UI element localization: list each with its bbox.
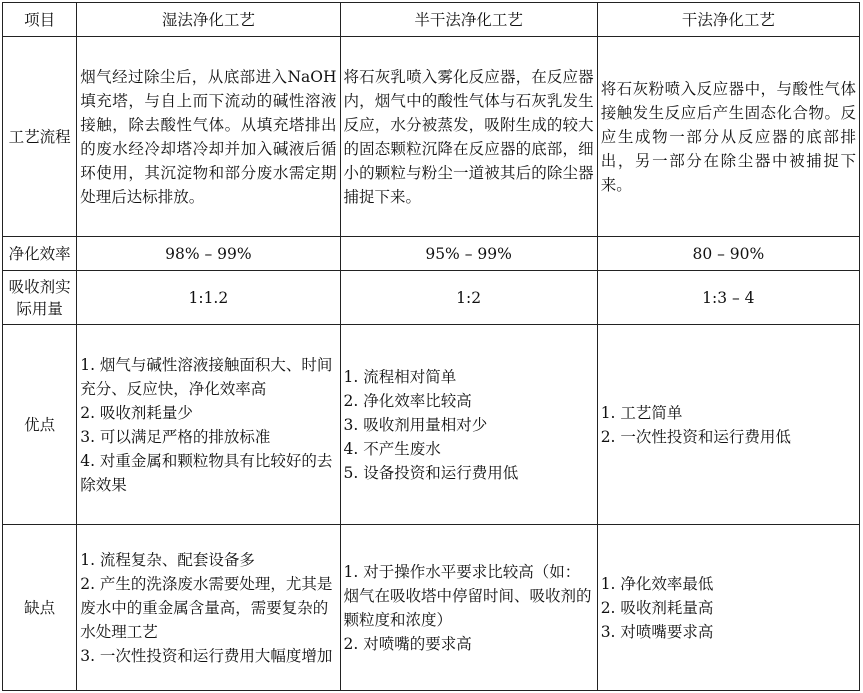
header-row — [3, 3, 860, 37]
efficiency-wet: 98% – 99% — [77, 237, 340, 271]
absorbent-wet: 1:1.2 — [77, 271, 340, 325]
efficiency-label: 净化效率 — [3, 237, 77, 271]
list-item: 4. 对重金属和颗粒物具有比较好的去除效果 — [80, 451, 333, 494]
absorbent-semidry: 1:2 — [340, 271, 597, 325]
list-item: 3. 一次性投资和运行费用大幅度增加 — [80, 646, 333, 665]
list-item: 1. 流程相对简单 — [343, 367, 457, 386]
disadvantages-label: 缺点 — [3, 525, 77, 691]
absorbent-row — [3, 271, 860, 325]
list-item: 2. 一次性投资和运行费用低 — [600, 427, 791, 446]
advantages-dry — [597, 325, 859, 525]
advantages-semidry — [340, 325, 597, 525]
list-item: 4. 不产生废水 — [343, 439, 441, 458]
list-item: 2. 吸收剂耗量少 — [80, 403, 193, 422]
list-item: 3. 可以满足严格的排放标准 — [80, 427, 271, 446]
disadvantages-dry — [597, 525, 859, 691]
header-item: 项目 — [3, 3, 77, 37]
disadvantages-row — [3, 525, 860, 691]
process-semidry: 将石灰乳喷入雾化反应器，在反应器内，烟气中的酸性气体与石灰乳发生反应，水分被蒸发，吸附生成的较大的固态颗粒沉降在反应器的底部，细小的颗粒与粉尘一道被其后的除尘器捕捉下来。 — [340, 37, 597, 237]
list-item: 1. 工艺简单 — [600, 403, 683, 422]
list-item: 1. 流程复杂、配套设备多 — [80, 550, 255, 569]
disadvantages-semidry — [340, 525, 597, 691]
disadvantages-wet — [77, 525, 340, 691]
header-semidry-process: 半干法净化工艺 — [340, 3, 597, 37]
absorbent-label-line1: 吸收剂实 — [8, 277, 71, 296]
list-item: 3. 对喷嘴要求高 — [600, 622, 714, 641]
absorbent-label-line2: 际用量 — [16, 299, 63, 318]
advantages-row — [3, 325, 860, 525]
process-row — [3, 37, 860, 237]
list-item: 1. 对于操作水平要求比较高（如：烟气在吸收塔中停留时间、吸收剂的颗粒度和浓度） — [343, 562, 592, 629]
process-dry: 将石灰粉喷入反应器中，与酸性气体接触发生反应后产生固态化合物。反应生成物一部分从反应器的底部排出，另一部分在除尘器中被捕捉下来。 — [597, 37, 859, 237]
list-item: 2. 产生的洗涤废水需要处理，尤其是废水中的重金属含量高，需要复杂的水处理工艺 — [80, 574, 333, 641]
list-item: 2. 净化效率比较高 — [343, 391, 472, 410]
list-item: 2. 对喷嘴的要求高 — [343, 634, 472, 653]
list-item: 2. 吸收剂耗量高 — [600, 598, 714, 617]
efficiency-semidry: 95% – 99% — [340, 237, 597, 271]
list-item: 1. 烟气与碱性溶液接触面积大、时间充分、反应快，净化效率高 — [80, 355, 333, 398]
absorbent-label — [3, 271, 77, 325]
advantages-wet — [77, 325, 340, 525]
list-item: 5. 设备投资和运行费用低 — [343, 463, 519, 482]
efficiency-row — [3, 237, 860, 271]
efficiency-dry: 80 – 90% — [597, 237, 859, 271]
process-label: 工艺流程 — [3, 37, 77, 237]
process-wet: 烟气经过除尘后，从底部进入NaOH 填充塔，与自上而下流动的碱性溶液接触，除去酸性气体。从填充塔排出的废水经冷却塔冷却并加入碱液后循环使用，其沉淀物和部分废水需定期处理后达标排放。 — [77, 37, 340, 237]
list-item: 3. 吸收剂用量相对少 — [343, 415, 488, 434]
list-item: 1. 净化效率最低 — [600, 574, 714, 593]
absorbent-dry: 1:3 – 4 — [597, 271, 859, 325]
comparison-table — [2, 2, 860, 691]
advantages-label: 优点 — [3, 325, 77, 525]
header-dry-process: 干法净化工艺 — [597, 3, 859, 37]
header-wet-process: 湿法净化工艺 — [77, 3, 340, 37]
